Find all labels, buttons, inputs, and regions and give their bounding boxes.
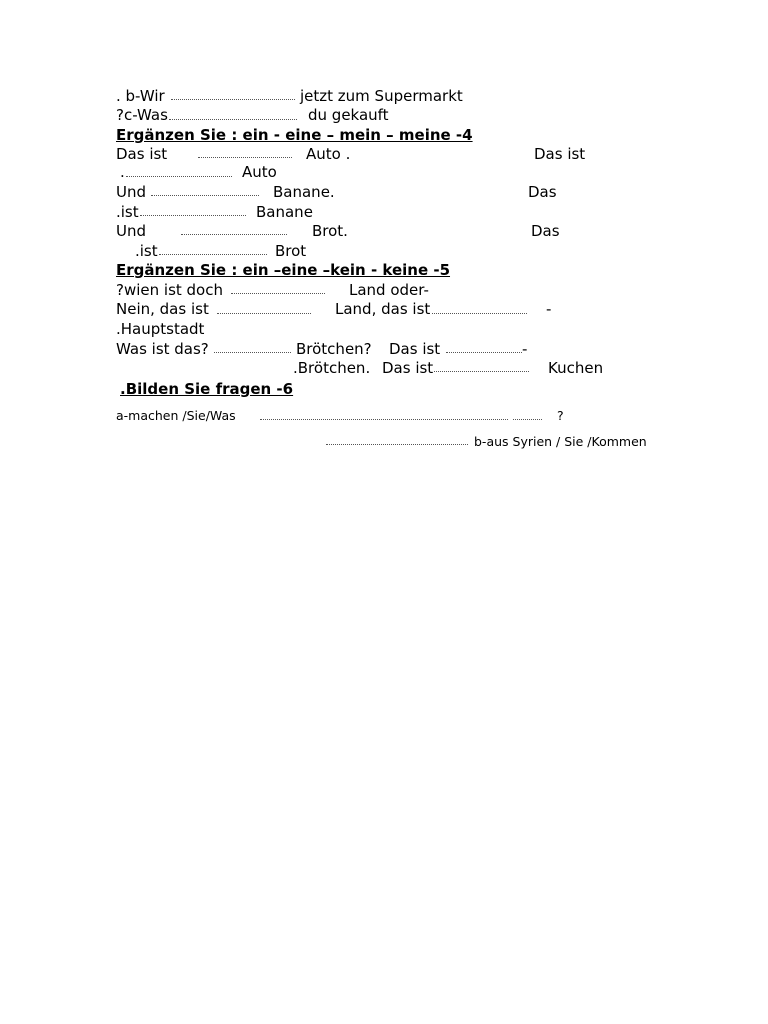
blank-line (513, 419, 542, 420)
text: .ist (116, 203, 139, 221)
blank-line (151, 195, 259, 196)
blank-line (434, 371, 529, 372)
text: Und (116, 222, 147, 240)
blank-line (171, 99, 295, 100)
text: Banane (256, 203, 313, 221)
exercise-b: b-aus Syrien / Sie /Kommen (474, 434, 647, 449)
text: Brot (275, 242, 307, 260)
text: Auto . (306, 145, 351, 163)
text: Kuchen (548, 359, 604, 377)
text: Banane. (273, 183, 335, 201)
text: Auto (242, 163, 277, 181)
blank-line (140, 215, 246, 216)
text: Das ist (382, 359, 434, 377)
text: Und (116, 183, 147, 201)
section-heading-4: Ergänzen Sie : ein - eine – mein – meine -4 (116, 126, 473, 144)
text: Was ist das? (116, 340, 209, 358)
exercise-c-prefix: ?c-Was (116, 106, 168, 124)
blank-line (432, 313, 527, 314)
section-heading-5: Ergänzen Sie : ein –eine –kein - keine -5 (116, 261, 451, 279)
text: Das (531, 222, 560, 240)
text: Nein, das ist (116, 300, 209, 318)
blank-line (446, 352, 522, 353)
blank-line (231, 293, 325, 294)
text: Land oder- (349, 281, 429, 299)
text: - (546, 300, 552, 318)
text: .ist (135, 242, 158, 260)
text: Das (528, 183, 557, 201)
text: - (522, 340, 528, 358)
blank-line (260, 419, 508, 420)
text: Land, das ist (335, 300, 431, 318)
exercise-a: a-machen /Sie/Was (116, 408, 236, 423)
blank-line (326, 444, 468, 445)
exercise-b-prefix: . b-Wir (116, 87, 165, 105)
question-mark: ? (557, 408, 564, 423)
text: Brot. (312, 222, 348, 240)
text: .Hauptstadt (116, 320, 205, 338)
exercise-c-suffix: du gekauft (308, 106, 389, 124)
blank-line (169, 119, 297, 120)
text: . (120, 163, 125, 181)
text: Brötchen? (296, 340, 372, 358)
blank-line (159, 254, 267, 255)
text: ?wien ist doch (116, 281, 223, 299)
blank-line (214, 352, 291, 353)
blank-line (198, 157, 292, 158)
blank-line (126, 176, 232, 177)
section-heading-6: .Bilden Sie fragen -6 (120, 380, 294, 398)
text: Das ist (534, 145, 586, 163)
text: Das ist (389, 340, 441, 358)
text: Das ist (116, 145, 168, 163)
blank-line (181, 234, 287, 235)
blank-line (217, 313, 311, 314)
text: .Brötchen. (293, 359, 371, 377)
exercise-b-suffix: jetzt zum Supermarkt (300, 87, 463, 105)
